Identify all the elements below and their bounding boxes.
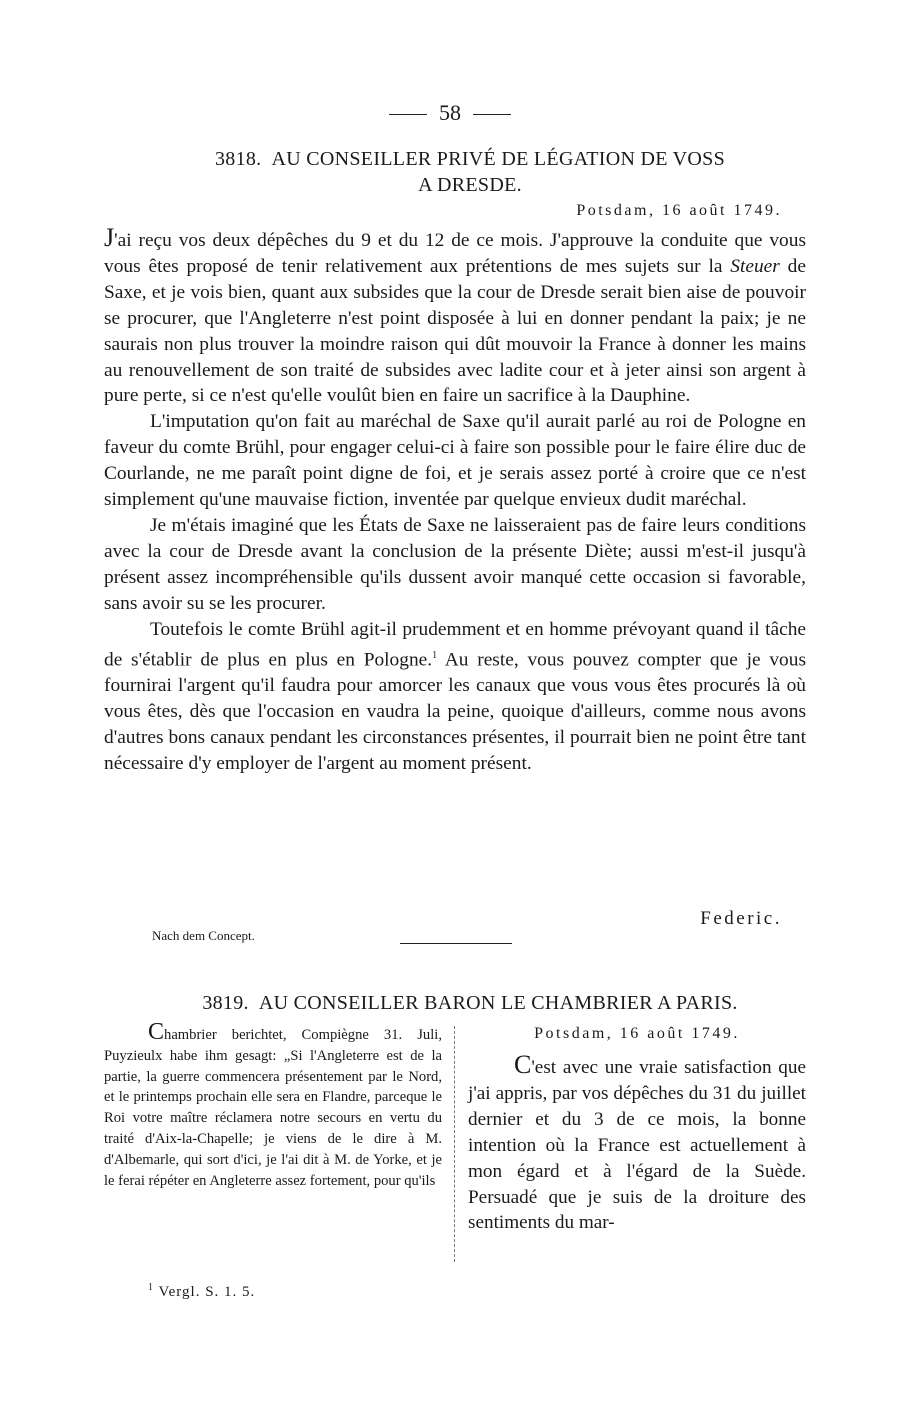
letter-2-drop-cap: C	[514, 1050, 532, 1079]
footnote-marker: 1	[432, 649, 438, 661]
summary-text: hambrier berichtet, Compiègne 31. Juli, Puyzieulx habe ihm gesagt: „Si l'Angleterre est de la partie, la guerre commencera présentement par le Nord, et le printemps prochain elle sera en Flandre, parceque le Roi votre maître réclamera notre secours en vertu du traité d'Aix-la-Chapelle; je viens de le dire à M. d'Albemarle, qui sort d'ici, je l'ai dit à M. de Yorke, et je le ferai répéter en Angleterre assez fortement, pour qu'ils	[104, 1027, 442, 1189]
page-number	[0, 100, 900, 126]
summary-column	[104, 1019, 442, 1191]
letter-number-2: 3819.	[202, 992, 249, 1014]
page-number-text: 58	[439, 100, 461, 125]
dash-left	[389, 114, 427, 115]
footnote	[148, 1282, 255, 1301]
italic-term: Steuer	[730, 255, 780, 277]
paragraph-1	[104, 223, 806, 409]
dash-right	[473, 114, 511, 115]
letter-heading-2	[100, 990, 840, 1016]
footnote-text: Vergl. S. 1. 5.	[158, 1284, 256, 1300]
paragraph-4-text: Toutefois le comte Brühl agit-il prudemment et en homme prévoyant quand il tâche de s'établir de plus en plus en Pologne.	[104, 618, 806, 670]
column-divider	[454, 1026, 455, 1262]
heading-line-1: AU CONSEILLER PRIVÉ DE LÉGATION DE VOSS	[271, 148, 726, 170]
dateline: Potsdam, 16 août 1749.	[576, 202, 782, 219]
letter-2-text: 'est avec une vraie satisfaction que j'ai appris, par vos dépêches du 31 du juillet dernier et du 3 de ce mois, la bonne intention où la France est actuellement à mon égard et à l'égard de la Suède. Persuadé que je suis de la droiture des sentiments du mar-	[468, 1057, 806, 1234]
summary-drop-cap: C	[148, 1019, 165, 1045]
letter-heading	[100, 146, 840, 198]
section-divider	[400, 943, 512, 944]
paragraph-1-text: 'ai reçu vos deux dépêches du 9 et du 12 de ce mois. J'approuve la conduite que vous vous êtes proposé de tenir relativement aux prétentions de mes sujets sur la	[104, 230, 806, 277]
paragraph-4-rest: Au reste, vous pouvez compter que je vous fournirai l'argent qu'il faudra pour amorcer les canaux que vous vous êtes procurés là où vous êtes, dès que l'occasion en vaudra la peine, quoique d'ailleurs, comme nous avons d'autres bons canaux pendant les circonstances présentes, il pourrait bien ne point être tant nécessaire d'y employer de l'argent au moment présent.	[104, 648, 806, 774]
footnote-mark: 1	[148, 1282, 154, 1293]
dateline-2: Potsdam, 16 août 1749.	[534, 1025, 740, 1042]
letter-body	[104, 223, 806, 777]
heading-2-text: AU CONSEILLER BARON LE CHAMBRIER A PARIS.	[258, 992, 738, 1014]
letter-2-paragraph	[468, 1052, 806, 1236]
drop-cap: J	[104, 223, 115, 252]
signature: Federic.	[700, 908, 782, 929]
summary-paragraph	[104, 1019, 442, 1191]
heading-line-2: A DRESDE.	[418, 174, 522, 196]
source-note: Nach dem Concept.	[152, 928, 255, 943]
letter-number: 3818.	[214, 148, 262, 170]
paragraph-3: Je m'étais imaginé que les États de Saxe ne laisseraient pas de faire leurs conditions avec la cour de Dresde avant la conclusion de la présente Diète; aussi m'est-il jusqu'à présent assez incompréhensible qu'ils dussent avoir manqué cette occasion si favorable, sans avoir su se les procurer.	[104, 514, 806, 614]
paragraph-4	[104, 617, 806, 777]
paragraph-2: L'imputation qu'on fait au maréchal de Saxe qu'il aurait parlé au roi de Pologne en faveur du comte Brühl, pour engager celui-ci à faire son possible pour le faire élire duc de Courlande, ne me paraît point digne de foi, et je serais assez porté à croire que ce n'est simplement qu'une mauvaise fiction, inventée par quelque envieux dudit maréchal.	[104, 411, 806, 511]
paragraph-1-rest: de Saxe, et je vois bien, quant aux subsides que la cour de Dresde serait bien aise de pouvoir se procurer, que l'Angleterre n'est point disposée à lui en donner pendant la paix; je ne saurais non plus trouver la moindre raison qui dût mouvoir la France à donner les mains au renouvellement de son traité de subsides avec ladite cour et à jeter ainsi son argent à pure perte, si ce n'est qu'elle voulût bien en faire un sacrifice à la Dauphine.	[104, 255, 806, 407]
letter-column	[468, 1024, 806, 1236]
